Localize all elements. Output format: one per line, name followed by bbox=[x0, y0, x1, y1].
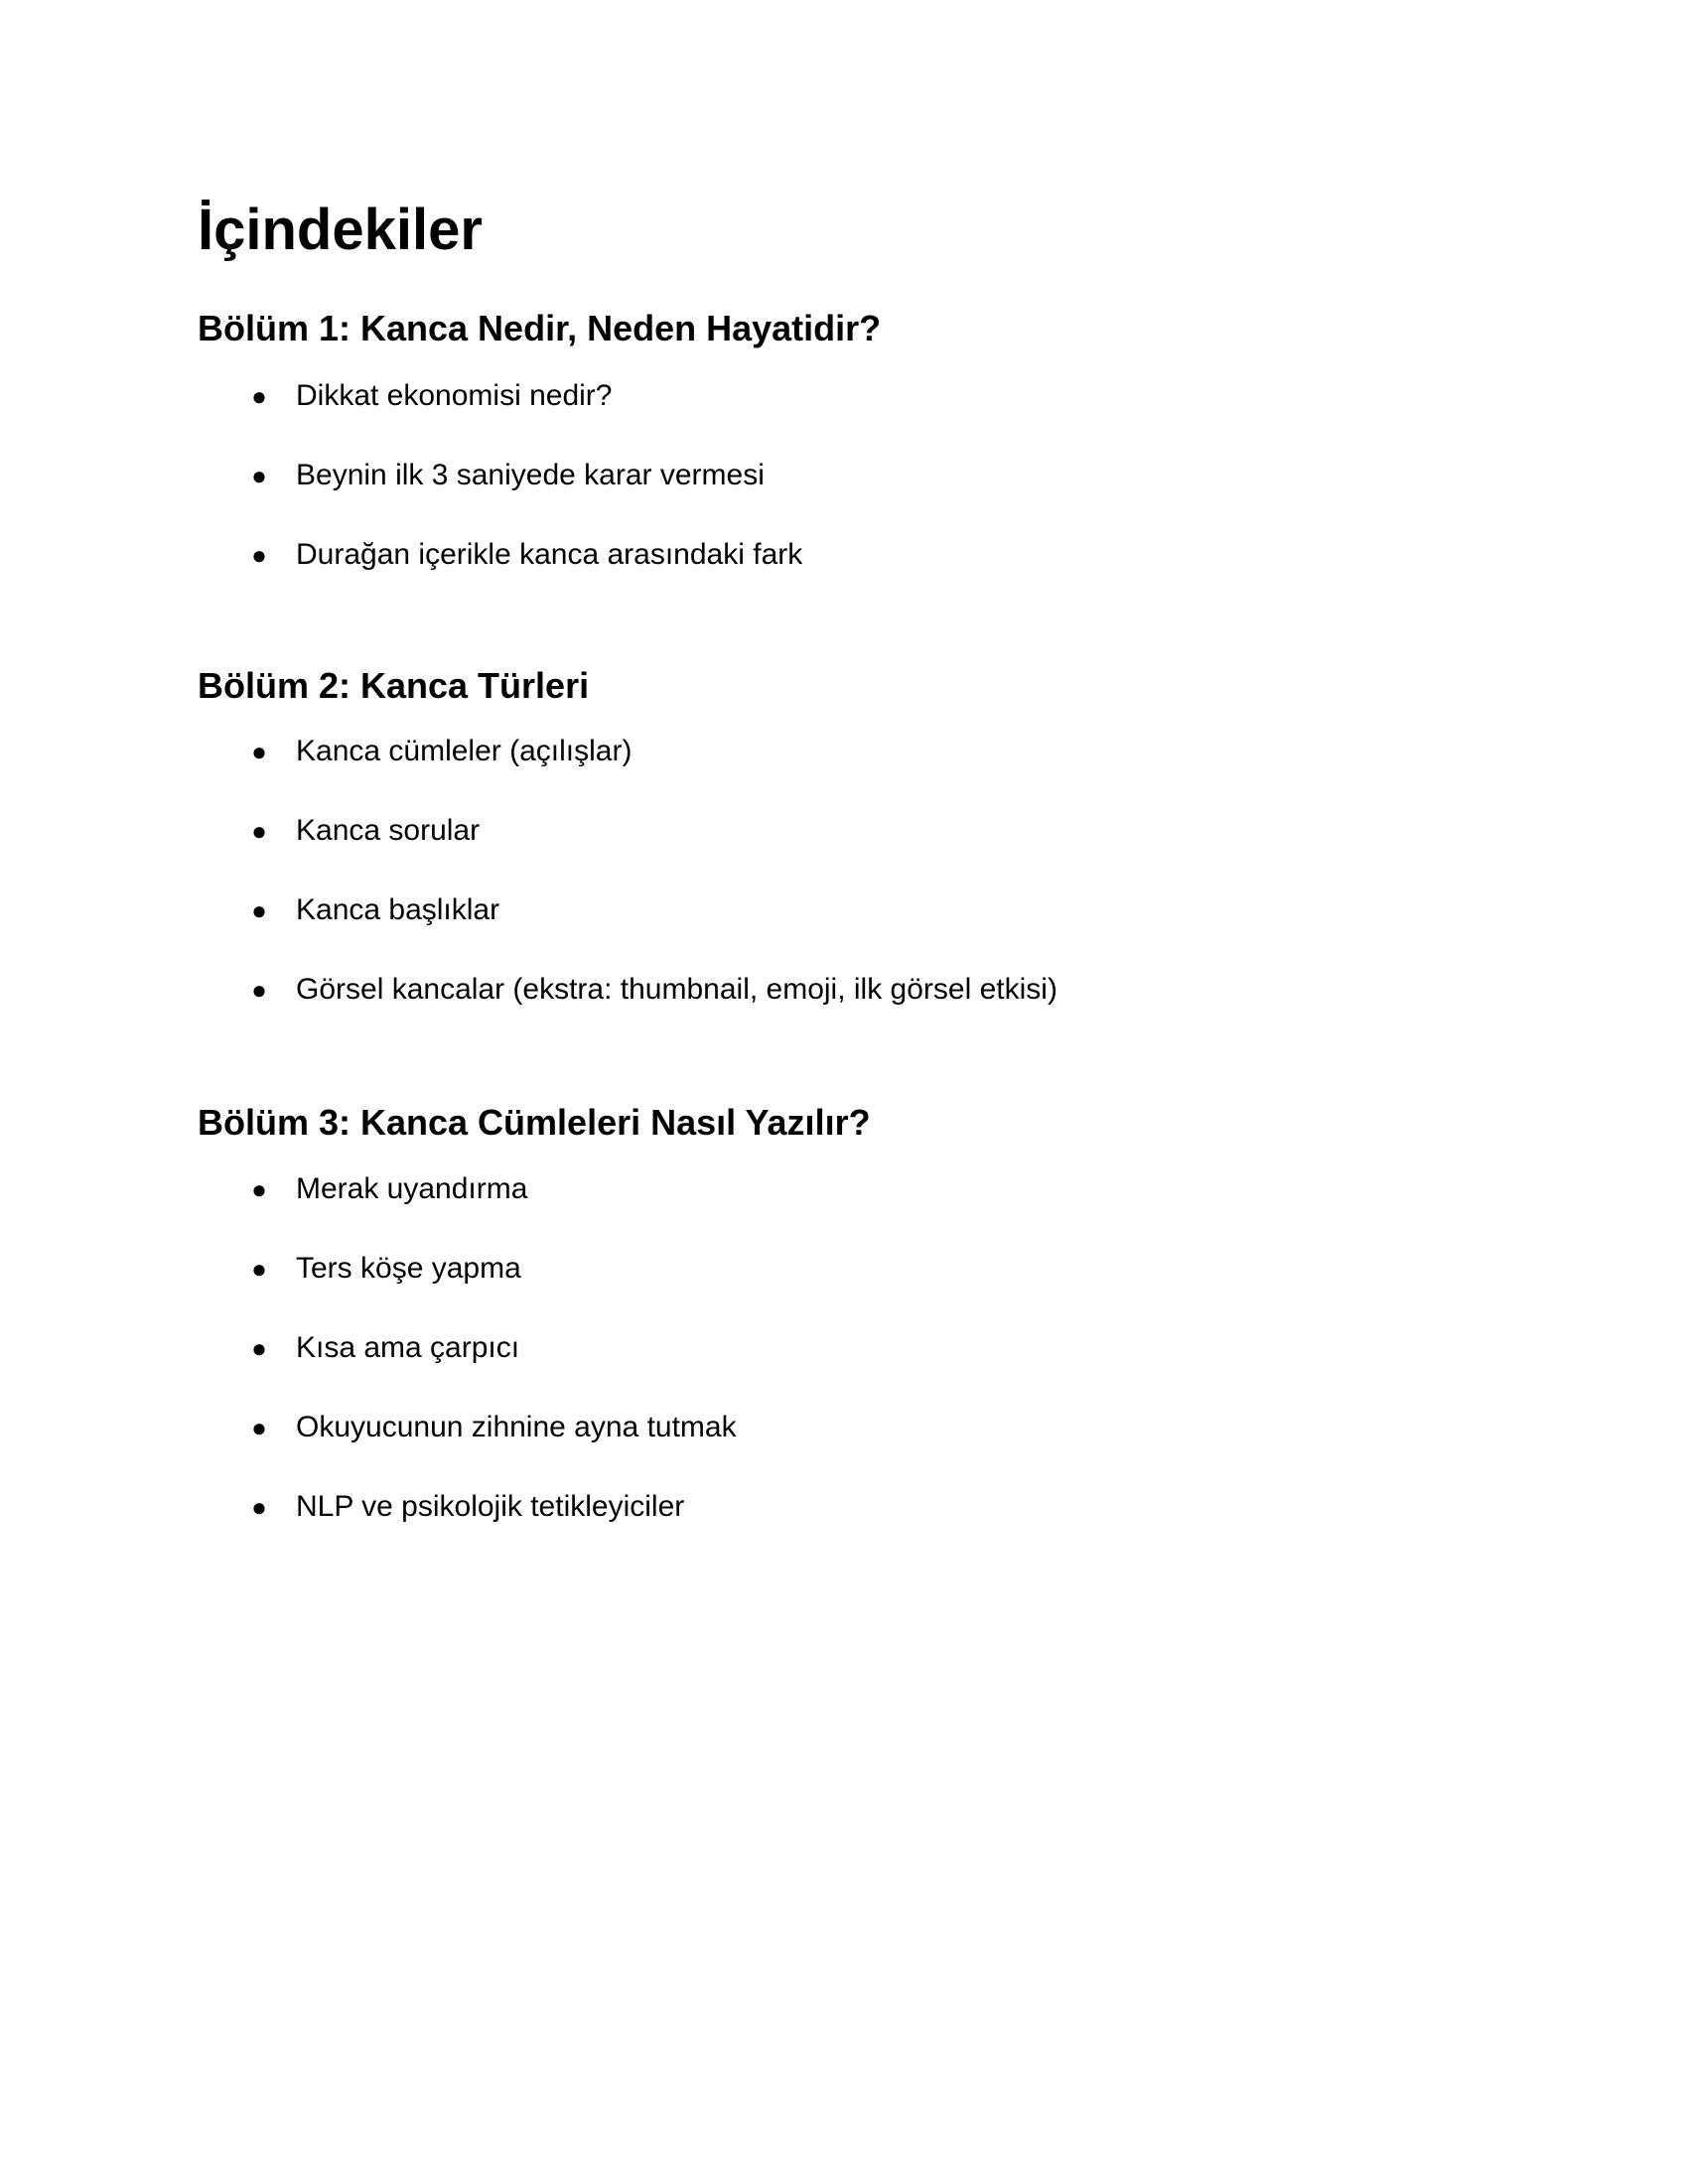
bullet-icon: ● bbox=[251, 975, 267, 1005]
page-title: İçindekiler bbox=[198, 198, 483, 262]
list-item bbox=[198, 732, 1488, 811]
bullet-icon: ● bbox=[251, 1413, 267, 1442]
bullet-list bbox=[198, 376, 1488, 614]
bullet-icon: ● bbox=[251, 540, 267, 570]
bullet-list bbox=[198, 1169, 1488, 1567]
section-heading: Bölüm 2: Kanca Türleri bbox=[198, 665, 590, 706]
list-item bbox=[198, 890, 1488, 970]
list-item bbox=[198, 811, 1488, 890]
list-item-text: Merak uyandırma bbox=[296, 1172, 528, 1205]
list-item-text: Görsel kancalar (ekstra: thumbnail, emoji, ilk görsel etkisi) bbox=[296, 973, 1057, 1006]
list-item-text: NLP ve psikolojik tetikleyiciler bbox=[296, 1490, 685, 1523]
list-item-text: Dikkat ekonomisi nedir? bbox=[296, 379, 613, 412]
list-item-text: Okuyucunun zihnine ayna tutmak bbox=[296, 1411, 737, 1443]
list-item bbox=[198, 535, 1488, 614]
bullet-icon: ● bbox=[251, 1333, 267, 1363]
list-item bbox=[198, 970, 1488, 1049]
bullet-icon: ● bbox=[251, 1174, 267, 1204]
list-item-text: Kısa ama çarpıcı bbox=[296, 1331, 520, 1364]
bullet-icon: ● bbox=[251, 381, 267, 411]
bullet-list bbox=[198, 732, 1488, 1049]
bullet-icon: ● bbox=[251, 1492, 267, 1522]
list-item bbox=[198, 1249, 1488, 1328]
bullet-icon: ● bbox=[251, 816, 267, 846]
list-item-text: Durağan içerikle kanca arasındaki fark bbox=[296, 538, 803, 571]
list-item bbox=[198, 1408, 1488, 1487]
section-1 bbox=[198, 305, 1488, 614]
list-item-text: Kanca cümleler (açılışlar) bbox=[296, 735, 633, 767]
list-item bbox=[198, 376, 1488, 456]
bullet-icon: ● bbox=[251, 461, 267, 490]
section-3 bbox=[198, 1099, 1488, 1567]
list-item-text: Ters köşe yapma bbox=[296, 1252, 521, 1285]
list-item bbox=[198, 1169, 1488, 1249]
list-item bbox=[198, 1328, 1488, 1408]
list-item-text: Kanca sorular bbox=[296, 814, 481, 847]
section-heading: Bölüm 3: Kanca Cümleleri Nasıl Yazılır? bbox=[198, 1102, 871, 1143]
bullet-icon: ● bbox=[251, 1254, 267, 1284]
section-2 bbox=[198, 662, 1488, 1049]
list-item bbox=[198, 456, 1488, 535]
bullet-icon: ● bbox=[251, 737, 267, 766]
list-item bbox=[198, 1487, 1488, 1567]
list-item-text: Beynin ilk 3 saniyede karar vermesi bbox=[296, 459, 765, 491]
list-item-text: Kanca başlıklar bbox=[296, 893, 500, 926]
bullet-icon: ● bbox=[251, 895, 267, 925]
section-heading: Bölüm 1: Kanca Nedir, Neden Hayatidir? bbox=[198, 308, 882, 348]
